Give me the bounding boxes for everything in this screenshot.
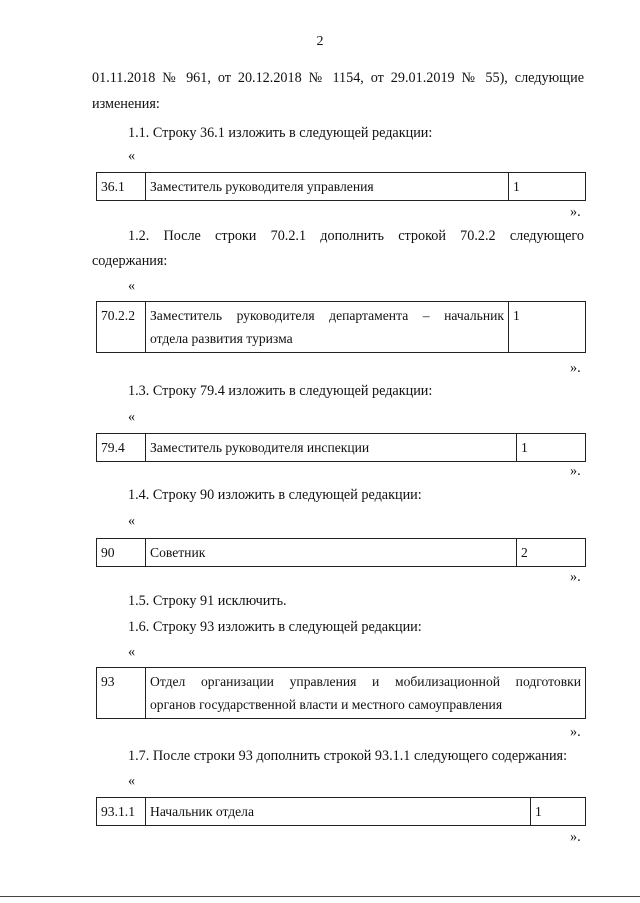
row-count: 1 <box>509 173 586 201</box>
row-count: 2 <box>517 539 586 567</box>
row-code: 93.1.1 <box>97 798 146 826</box>
row-title <box>146 668 586 719</box>
item-1-6-heading: 1.6. Строку 93 изложить в следующей редакции: <box>128 619 422 635</box>
row-code: 36.1 <box>97 173 146 201</box>
close-quote: ». <box>570 204 581 220</box>
table-row <box>97 668 586 719</box>
row-title: Заместитель руководителя инспекции <box>146 434 517 462</box>
row-title-line-2: органов государственной власти и местного самоуправления <box>150 697 503 712</box>
table-row <box>97 798 586 826</box>
row-title: Заместитель руководителя управления <box>146 173 509 201</box>
open-quote: « <box>128 409 136 425</box>
row-code: 70.2.2 <box>97 302 146 353</box>
item-1-5-heading: 1.5. Строку 91 исключить. <box>128 593 287 609</box>
row-count: 1 <box>531 798 586 826</box>
open-quote: « <box>128 773 136 789</box>
open-quote: « <box>128 513 136 529</box>
close-quote: ». <box>570 724 581 740</box>
intro-line-2: изменения: <box>92 96 160 112</box>
item-1-7-heading: 1.7. После строки 93 дополнить строкой 93.1.1 следующего содержания: <box>128 748 568 764</box>
item-1-3-heading: 1.3. Строку 79.4 изложить в следующей редакции: <box>128 383 433 399</box>
close-quote: ». <box>570 569 581 585</box>
close-quote: ». <box>570 360 581 376</box>
amend-table-36-1 <box>96 172 586 201</box>
table-row <box>97 173 586 201</box>
row-title: Советник <box>146 539 517 567</box>
row-code: 79.4 <box>97 434 146 462</box>
table-row <box>97 539 586 567</box>
open-quote: « <box>128 644 136 660</box>
row-code: 93 <box>97 668 146 719</box>
table-row <box>97 302 586 353</box>
row-title <box>146 302 509 353</box>
intro-line-1: 01.11.2018 № 961, от 20.12.2018 № 1154, от 29.01.2019 № 55), следующие <box>92 70 584 86</box>
item-1-1-heading: 1.1. Строку 36.1 изложить в следующей редакции: <box>128 125 433 141</box>
open-quote: « <box>128 148 136 164</box>
table-row <box>97 434 586 462</box>
row-title-line-1: Отдел организации управления и мобилизационной подготовки <box>150 674 581 689</box>
open-quote: « <box>128 278 136 294</box>
amend-table-93-1-1 <box>96 797 586 826</box>
item-1-2-heading-line-2: содержания: <box>92 253 168 269</box>
row-title: Начальник отдела <box>146 798 531 826</box>
close-quote: ». <box>570 829 581 845</box>
row-count: 1 <box>509 302 586 353</box>
item-1-4-heading: 1.4. Строку 90 изложить в следующей редакции: <box>128 487 422 503</box>
amend-table-70-2-2 <box>96 301 586 353</box>
row-count: 1 <box>517 434 586 462</box>
amend-table-93 <box>96 667 586 719</box>
close-quote: ». <box>570 463 581 479</box>
row-title-line-1: Заместитель руководителя департамента – начальник <box>150 308 504 323</box>
item-1-2-heading-line-1: 1.2. После строки 70.2.1 дополнить строкой 70.2.2 следующего <box>128 228 584 244</box>
page-bottom-rule <box>0 896 640 897</box>
row-title-line-2: отдела развития туризма <box>150 331 293 346</box>
page-number: 2 <box>316 34 324 49</box>
row-code: 90 <box>97 539 146 567</box>
amend-table-79-4 <box>96 433 586 462</box>
amend-table-90 <box>96 538 586 567</box>
